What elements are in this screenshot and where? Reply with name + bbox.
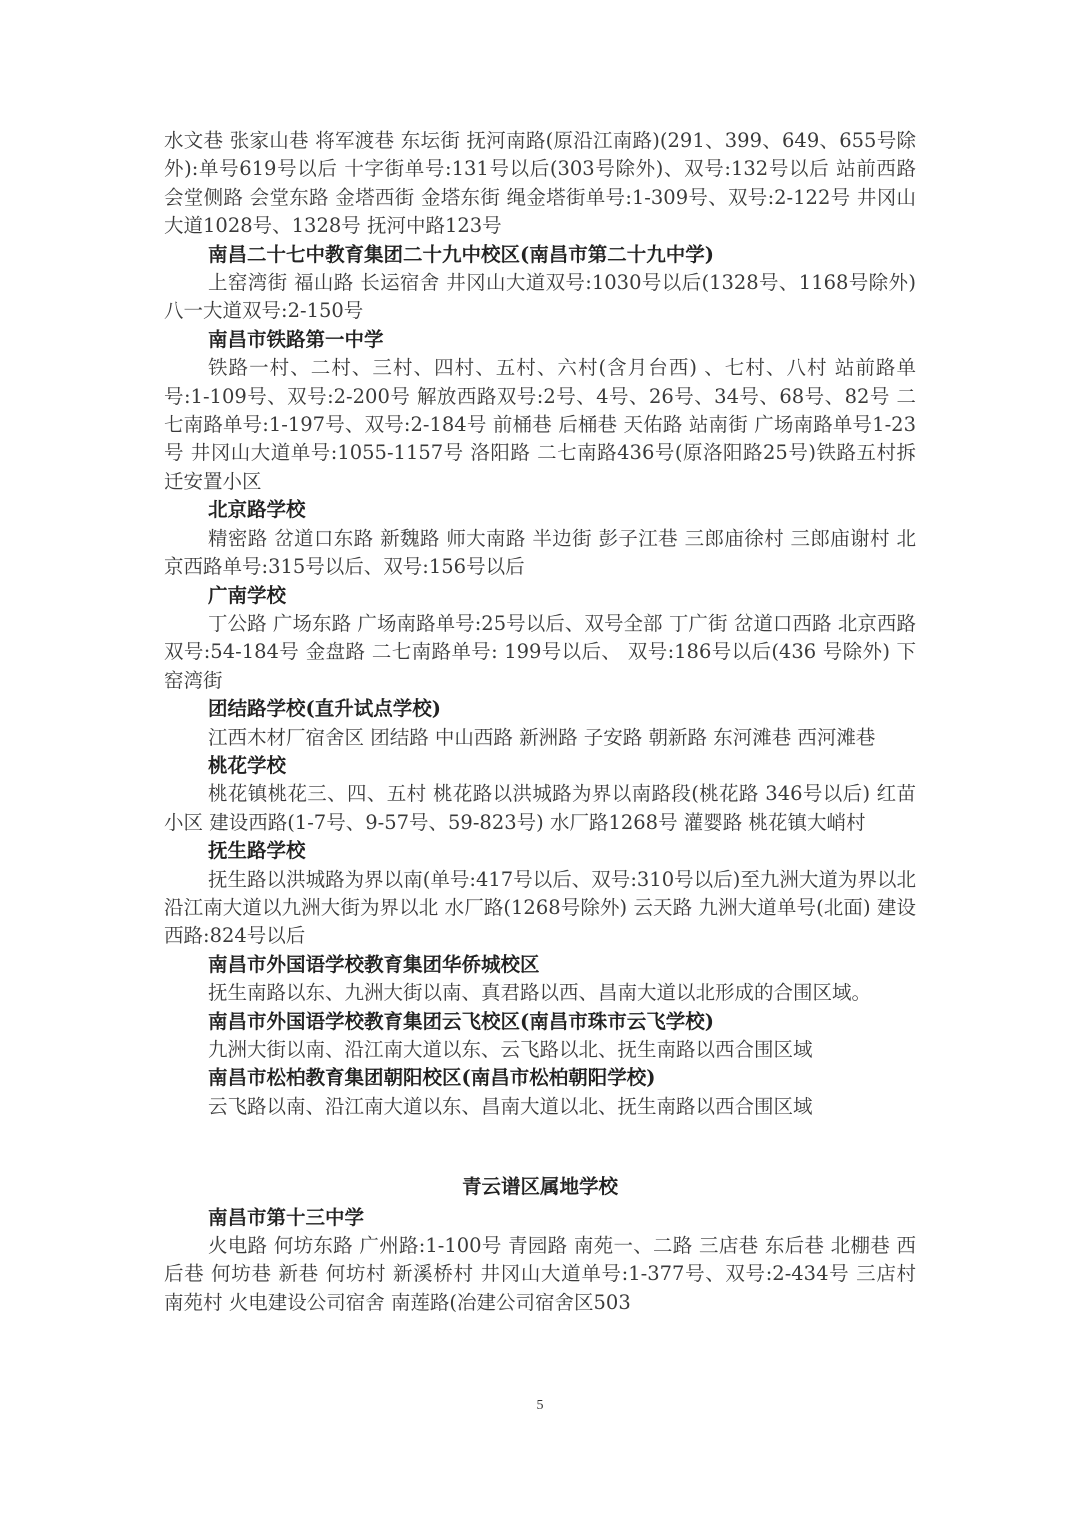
- school-area-text: 火电路 何坊东路 广州路:1-100号 青园路 南苑一、二路 三店巷 东后巷 北棚巷 西后巷 何坊巷 新巷 何坊村 新溪桥村 井冈山大道单号:1-377号、双号:2-434号 三店村 南苑村 火电建设公司宿舍 南莲路(冶建公司宿舍区503: [164, 1234, 916, 1314]
- school-name: 抚生路学校: [208, 839, 306, 863]
- school-area-text: 上窑湾街 福山路 长运宿舍 井冈山大道双号:1030号以后(1328号、1168号除外) 八一大道双号:2-150号: [164, 271, 916, 323]
- school-name: 北京路学校: [208, 498, 306, 522]
- school-name: 南昌市外国语学校教育集团云飞校区(南昌市珠市云飞学校): [208, 1009, 714, 1033]
- school-area-text: 桃花镇桃花三、四、五村 桃花路以洪城路为界以南路段(桃花路 346号以后) 红苗小区 建设西路(1-7号、9-57号、59-823号) 水厂路1268号 灌婴路 桃花镇大峭村: [164, 782, 916, 834]
- school-name: 南昌市松柏教育集团朝阳校区(南昌市松柏朝阳学校): [208, 1066, 656, 1090]
- school-name: 团结路学校(直升试点学校): [208, 697, 441, 721]
- page-number: 5: [536, 1398, 544, 1413]
- school-area-text: 江西木材厂宿舍区 团结路 中山西路 新洲路 子安路 朝新路 东河滩巷 西河滩巷: [208, 725, 876, 749]
- school-area-text: 丁公路 广场东路 广场南路单号:25号以后、双号全部 丁广街 岔道口西路 北京西路双号:54-184号 金盘路 二七南路单号: 199号以后、 双号:186号以后(436 号除外) 下窑湾街: [164, 611, 916, 692]
- school-name: 南昌市铁路第一中学: [208, 327, 384, 351]
- school-name: 桃花学校: [208, 753, 287, 777]
- school-area-text: 抚生南路以东、九洲大街以南、真君路以西、昌南大道以北形成的合围区域。: [208, 981, 872, 1005]
- continued-area-text: 水文巷 张家山巷 将军渡巷 东坛街 抚河南路(原沿江南路)(291、399、649、655号除外):单号619号以后 十字街单号:131号以后(303号除外)、双号:132号以后 站前西路 会堂侧路 会堂东路 金塔西街 金塔东街 绳金塔街单号:1-309号、双号:2-122号 井冈山大道1028号、1328号 抚河中路123号: [164, 129, 916, 238]
- school-area-text: 九洲大街以南、沿江南大道以东、云飞路以北、抚生南路以西合围区域: [208, 1038, 813, 1061]
- page-content: [164, 127, 916, 1317]
- school-name: 南昌二十七中教育集团二十九中校区(南昌市第二十九中学): [208, 242, 714, 266]
- school-area-text: 云飞路以南、沿江南大道以东、昌南大道以北、抚生南路以西合围区域: [208, 1094, 813, 1118]
- school-list: [164, 241, 916, 1122]
- school-name: 广南学校: [208, 583, 287, 607]
- school-area-text: 铁路一村、二村、三村、四村、五村、六村(含月台西) 、七村、八村 站前路单号:1-109号、双号:2-200号 解放西路双号:2号、4号、26号、34号、68号、82号 二七南路单号:1-197号、双号:2-184号 前桶巷 后桶巷 天佑路 站南街 广场南路单号1-23号 井冈山大道单号:1055-1157号 洛阳路 二七南路436号(原洛阳路25号)铁路五村拆迁安置小区: [164, 356, 916, 493]
- school-area-text: 精密路 岔道口东路 新魏路 师大南路 半边街 彭子江巷 三郎庙徐村 三郎庙谢村 北京西路单号:315号以后、双号:156号以后: [164, 526, 916, 579]
- section-school-list: [164, 1204, 916, 1318]
- section-title: 青云谱区属地学校: [461, 1175, 618, 1199]
- school-name: 南昌市外国语学校教育集团华侨城校区: [208, 952, 540, 976]
- school-area-text: 抚生路以洪城路为界以南(单号:417号以后、双号:310号以后)至九洲大道为界以北 沿江南大道以九洲大街为界以北 水厂路(1268号除外) 云天路 九洲大道单号(北面) 建设西路:824号以后: [164, 867, 916, 948]
- school-name: 南昌市第十三中学: [208, 1205, 365, 1229]
